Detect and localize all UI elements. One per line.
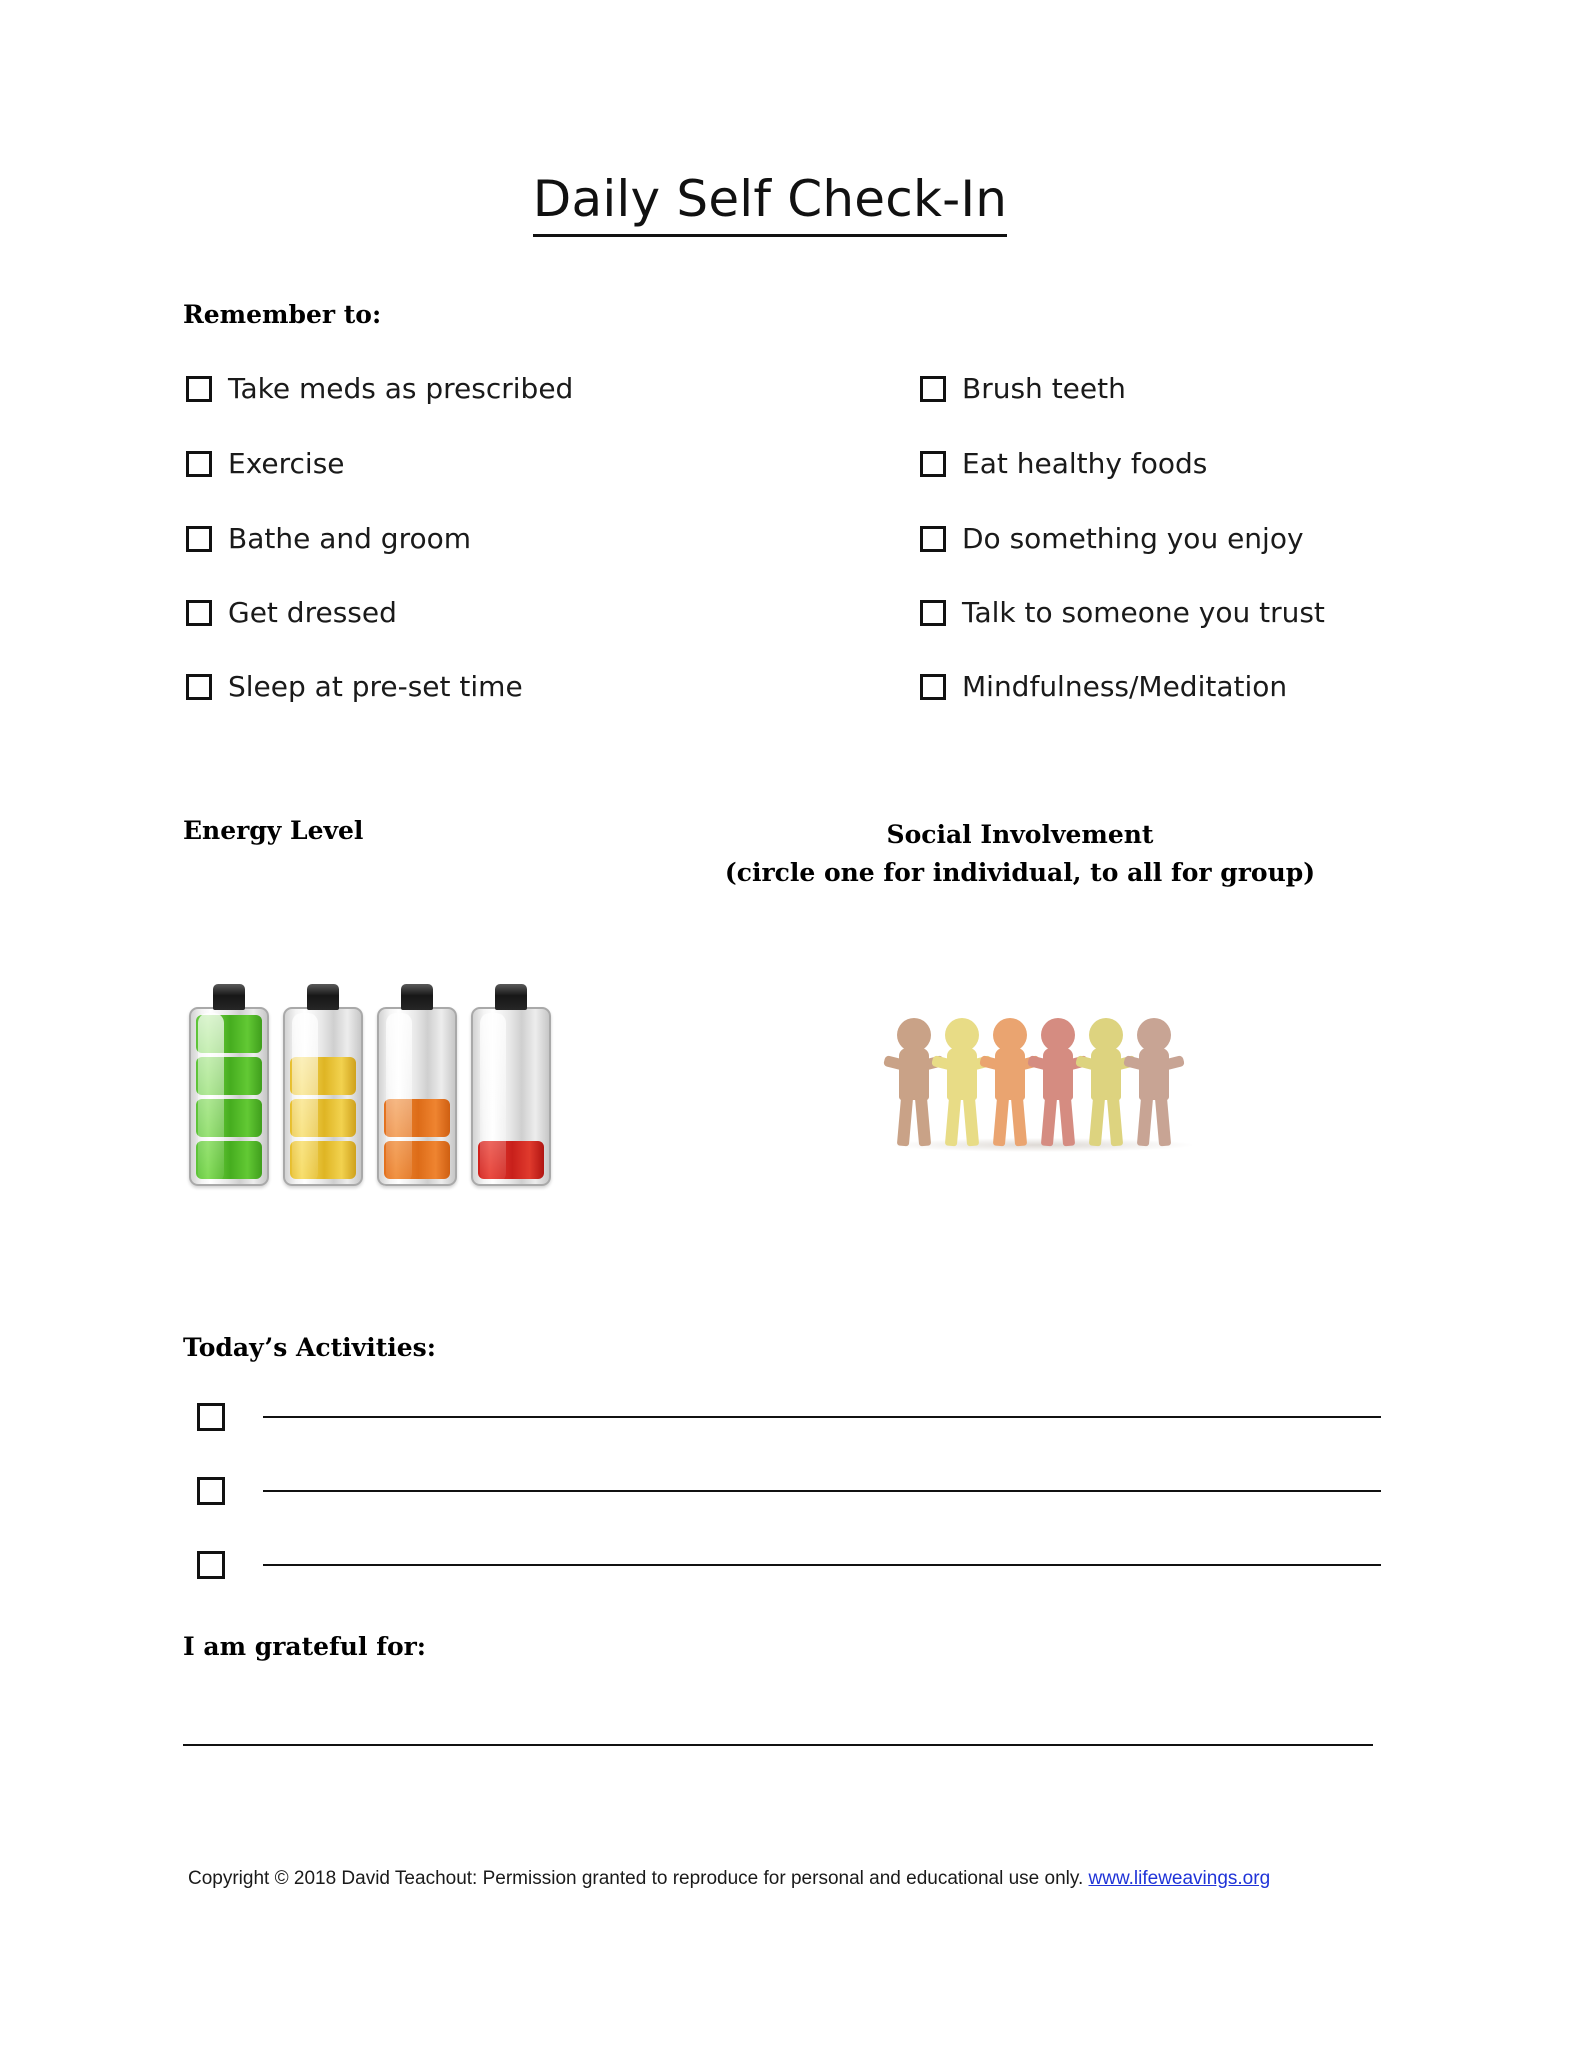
battery-body (283, 1007, 363, 1186)
copyright-text: Copyright © 2018 David Teachout: Permission granted to reproduce for personal and educational use only. (188, 1868, 1089, 1889)
todays-activities-heading: Today’s Activities: (183, 1333, 436, 1362)
checklist-label: Mindfulness/Meditation (962, 670, 1288, 703)
checkbox-do-something-you-enjoy[interactable] (920, 526, 946, 552)
social-involvement-subheading: (circle one for individual, to all for group) (724, 858, 1316, 887)
checkbox-activity-2[interactable] (197, 1477, 225, 1505)
checklist-label: Brush teeth (962, 372, 1126, 405)
checkbox-talk-to-someone-you-trust[interactable] (920, 600, 946, 626)
social-involvement-heading: Social Involvement (886, 820, 1154, 849)
activity-entry-row-3[interactable] (197, 1551, 1381, 1579)
checkbox-activity-1[interactable] (197, 1403, 225, 1431)
checklist-label: Sleep at pre-set time (228, 670, 523, 703)
checklist-label: Talk to someone you trust (962, 596, 1325, 629)
battery-cell (384, 1099, 450, 1137)
red-battery-low-icon[interactable] (470, 984, 552, 1186)
battery-cell (290, 1141, 356, 1179)
person-figure[interactable] (984, 1018, 1036, 1146)
social-involvement-people-figures[interactable] (888, 1018, 1176, 1146)
checklist-label: Do something you enjoy (962, 522, 1304, 555)
checkbox-brush-teeth[interactable] (920, 376, 946, 402)
activity-input-line-3[interactable] (263, 1564, 1381, 1566)
person-figure[interactable] (936, 1018, 988, 1146)
checklist-item-sleep-at-pre-set-time[interactable] (186, 670, 523, 703)
battery-cell (196, 1141, 262, 1179)
orange-battery-half-icon[interactable] (376, 984, 458, 1186)
checkbox-exercise[interactable] (186, 451, 212, 477)
green-battery-full-icon[interactable] (188, 984, 270, 1186)
person-figure[interactable] (1128, 1018, 1180, 1146)
social-involvement-heading-block (700, 816, 1340, 892)
battery-body (377, 1007, 457, 1186)
activity-entry-row-2[interactable] (197, 1477, 1381, 1505)
battery-body (471, 1007, 551, 1186)
checkbox-get-dressed[interactable] (186, 600, 212, 626)
person-figure[interactable] (1032, 1018, 1084, 1146)
checklist-item-exercise[interactable] (186, 447, 345, 480)
battery-cell (384, 1141, 450, 1179)
battery-cell (290, 1057, 356, 1095)
checklist-item-take-meds[interactable] (186, 372, 573, 405)
copyright-footer (188, 1868, 1270, 1890)
battery-cap (307, 984, 339, 1010)
battery-body (189, 1007, 269, 1186)
checkbox-sleep-at-pre-set-time[interactable] (186, 674, 212, 700)
checklist-item-eat-healthy-foods[interactable] (920, 447, 1207, 480)
person-figure[interactable] (1080, 1018, 1132, 1146)
page-title (0, 170, 1540, 228)
activity-input-line-2[interactable] (263, 1490, 1381, 1492)
page-title-text: Daily Self Check-In (533, 170, 1007, 237)
checklist-item-talk-to-someone-you-trust[interactable] (920, 596, 1325, 629)
activity-input-line-1[interactable] (263, 1416, 1381, 1418)
checklist-item-do-something-you-enjoy[interactable] (920, 522, 1304, 555)
checklist-item-get-dressed[interactable] (186, 596, 397, 629)
checklist-item-mindfulness-meditation[interactable] (920, 670, 1287, 703)
checkbox-eat-healthy-foods[interactable] (920, 451, 946, 477)
energy-level-heading: Energy Level (183, 816, 364, 845)
yellow-battery-three-quarters-icon[interactable] (282, 984, 364, 1186)
battery-cap (213, 984, 245, 1010)
battery-cell (196, 1015, 262, 1053)
battery-cap (401, 984, 433, 1010)
lifeweavings-link[interactable]: www.lifeweavings.org (1088, 1868, 1271, 1889)
battery-cell (196, 1057, 262, 1095)
checklist-item-bathe-and-groom[interactable] (186, 522, 471, 555)
energy-level-battery-scale[interactable] (188, 984, 552, 1186)
checkbox-take-meds[interactable] (186, 376, 212, 402)
battery-cap (495, 984, 527, 1010)
remember-heading: Remember to: (183, 300, 382, 329)
checklist-label: Take meds as prescribed (228, 372, 574, 405)
checklist-item-brush-teeth[interactable] (920, 372, 1126, 405)
person-figure[interactable] (888, 1018, 940, 1146)
battery-cell (196, 1099, 262, 1137)
grateful-input-line[interactable] (183, 1744, 1373, 1746)
battery-cell (290, 1099, 356, 1137)
checklist-label: Eat healthy foods (962, 447, 1208, 480)
activity-entry-row-1[interactable] (197, 1403, 1381, 1431)
checkbox-bathe-and-groom[interactable] (186, 526, 212, 552)
battery-cell (478, 1141, 544, 1179)
checkbox-mindfulness-meditation[interactable] (920, 674, 946, 700)
checkbox-activity-3[interactable] (197, 1551, 225, 1579)
checklist-label: Bathe and groom (228, 522, 472, 555)
checklist-label: Exercise (228, 447, 345, 480)
grateful-heading: I am grateful for: (183, 1632, 427, 1661)
checklist-label: Get dressed (228, 596, 397, 629)
